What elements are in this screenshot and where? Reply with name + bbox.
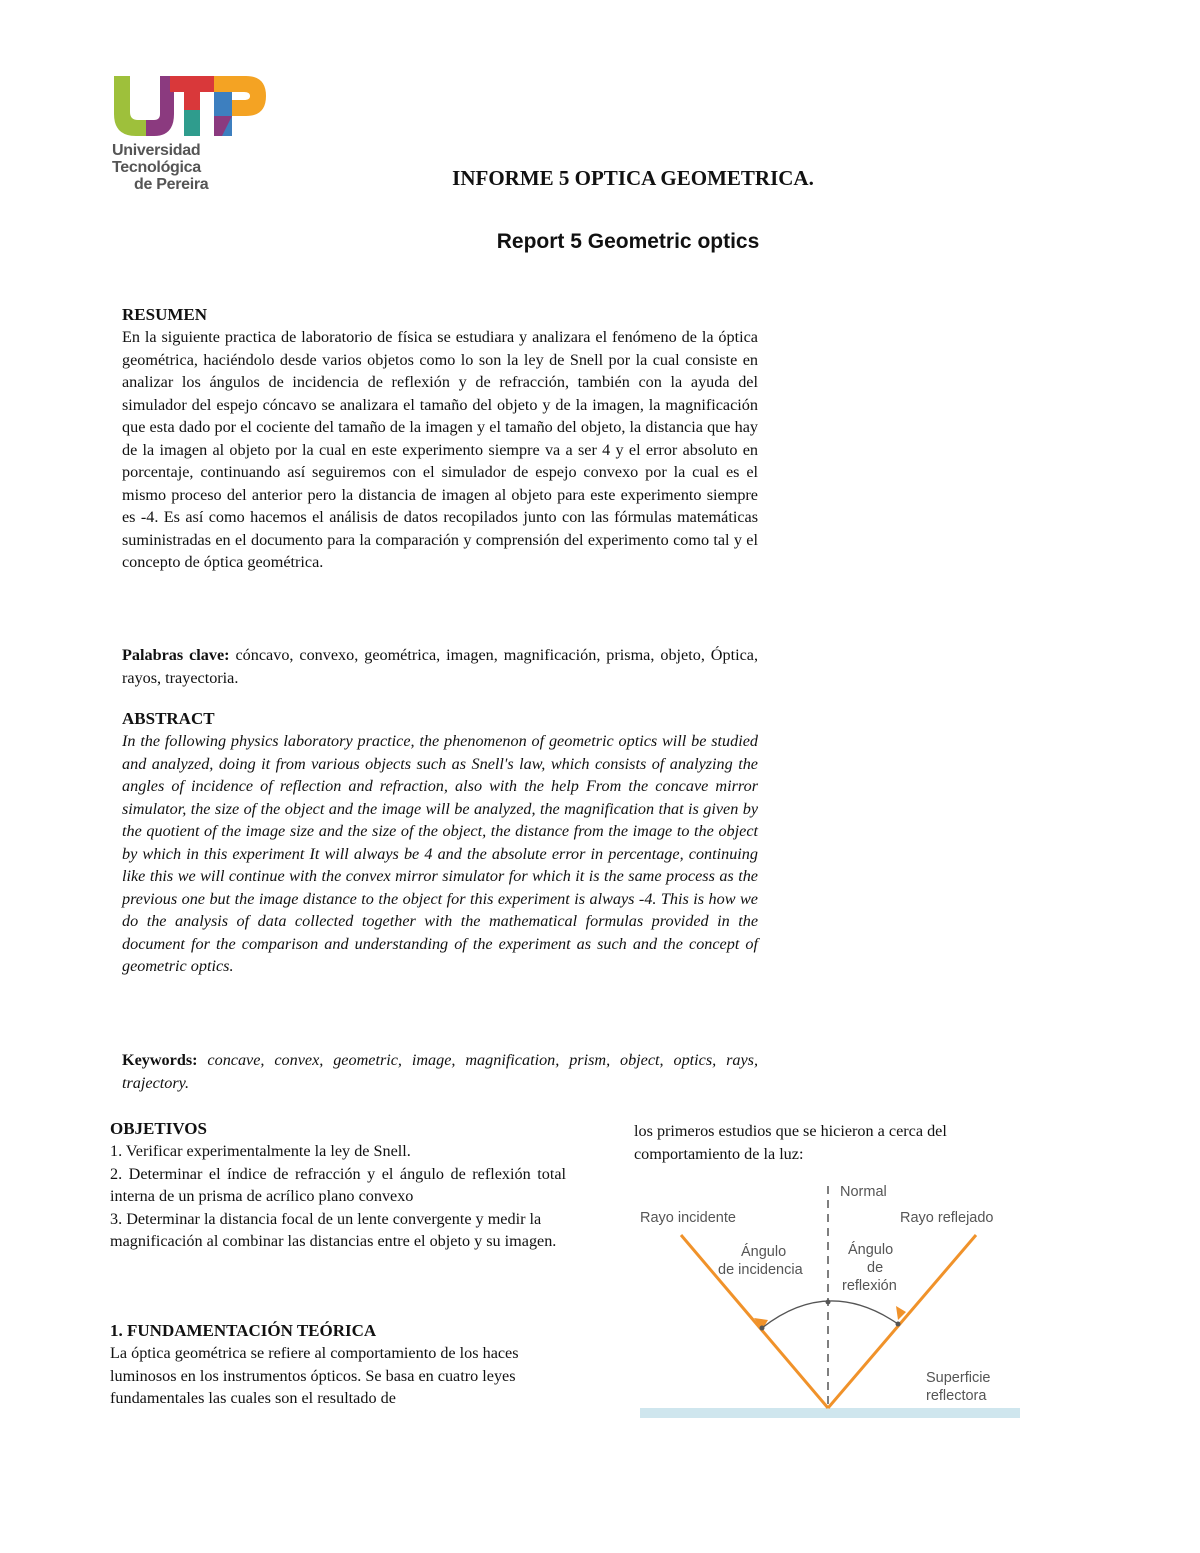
reflection-figure xyxy=(636,1180,1026,1425)
angle-reflection-label-2: de xyxy=(867,1260,884,1276)
abstract-heading: ABSTRACT xyxy=(122,709,215,728)
objetivos-heading: OBJETIVOS xyxy=(110,1119,207,1138)
resumen-heading: RESUMEN xyxy=(122,305,208,324)
right-column xyxy=(634,1120,1024,1165)
incident-ray-label: Rayo incidente xyxy=(640,1210,736,1226)
arc-endpoint xyxy=(896,1322,901,1327)
angle-arc xyxy=(762,1301,898,1328)
document-title: INFORME 5 OPTICA GEOMETRICA. xyxy=(452,166,814,190)
angle-reflection-label-1: Ángulo xyxy=(848,1242,894,1258)
reflective-surface xyxy=(640,1408,1020,1418)
keywords-es-section xyxy=(122,644,758,689)
keywords-en-label: Keywords: xyxy=(122,1051,198,1069)
document-subtitle: Report 5 Geometric optics xyxy=(496,230,760,253)
fundamentacion-text: La óptica geométrica se refiere al comportamiento de los haces luminosos en los instrumentos ópticos. Se basa en cuatro leyes fundamentales las cuales son el resultado de xyxy=(110,1344,519,1407)
objetivo-number: 1 xyxy=(110,1142,119,1160)
angle-incidence-label-1: Ángulo xyxy=(741,1244,787,1260)
fundamentacion-heading: 1. FUNDAMENTACIÓN TEÓRICA xyxy=(110,1321,377,1340)
angle-reflection-label-3: reflexión xyxy=(842,1278,897,1294)
objetivo-item xyxy=(110,1140,566,1163)
objetivo-number: 3 xyxy=(110,1209,119,1228)
objetivo-item xyxy=(110,1208,566,1253)
keywords-en-text: concave, convex, geometric, image, magnification, prism, object, optics, rays, trajectory. xyxy=(122,1051,758,1092)
abstract-text: In the following physics laboratory practice, the phenomenon of geometric optics will be studied and analyzed, doing it from various objects such as Snell's law, which consists of analyzing the angles of incidence of reflection and refraction, also with the help From the concave mirror simulator, the size of the object and the image will be analyzed, the magnification that is given by the quotient of the image size and the size of the object, the distance from the image to the object by which in this experiment It will always be 4 and the absolute error in percentage, continuing like this we will continue with the convex mirror simulator for which it is the same process as the previous one but the image distance to the object for this experiment is always -4. This is how we do the analysis of data collected together with the mathematical formulas provided in the document for the comparison and understanding of the experiment as such and the concept of geometric optics. xyxy=(122,732,758,975)
resumen-text: En la siguiente practica de laboratorio de física se estudiara y analizara el fenómeno de la óptica geométrica, haciéndolo desde varios objetos como lo son la ley de Snell por la cual consiste en analizar los ángulos de incidencia de reflexión y de refracción, también con la ayuda del simulador del espejo cóncavo se analizara el tamaño del objeto y de la imagen, la magnificación que esta dado por el cociente del tamaño de la imagen y el tamaño del objeto, la distancia que hay de la imagen al objeto por la cual en este experimento siempre va a ser 4 y el error absoluto en porcentaje, continuando así seguiremos con el simulador de espejo convexo por la cual es el mismo proceso del anterior pero la distancia de imagen al objeto para este experimento siempre es -4. Es así como hacemos el análisis de datos recopilados junto con las fórmulas matemáticas suministradas en el documento para la comparación y comprensión del experimento como tal y el concepto de óptica geométrica. xyxy=(122,328,758,571)
objetivo-text: . Determinar el índice de refracción y el ángulo de reflexión total interna de un prisma de acrílico plano convexo xyxy=(110,1164,566,1205)
normal-label: Normal xyxy=(840,1184,887,1200)
objetivo-number: 2 xyxy=(110,1164,119,1183)
surface-label-1: Superficie xyxy=(926,1370,991,1386)
utp-logo-mark xyxy=(110,70,270,140)
objetivo-text: . Verificar experimentalmente la ley de Snell. xyxy=(118,1142,411,1160)
keywords-en-section xyxy=(122,1049,758,1094)
logo-line-1: Universidad Tecnológica xyxy=(112,142,201,176)
arc-endpoint xyxy=(760,1326,765,1331)
arc-midpoint xyxy=(826,1300,831,1305)
objetivos-section xyxy=(110,1118,566,1253)
resumen-section xyxy=(122,304,758,574)
reflected-ray-label: Rayo reflejado xyxy=(900,1210,994,1226)
surface-label-2: reflectora xyxy=(926,1388,987,1404)
right-column-text: los primeros estudios que se hicieron a cerca del comportamiento de la luz: xyxy=(634,1122,947,1163)
fundamentacion-section xyxy=(110,1320,566,1410)
angle-incidence-label-2: de incidencia xyxy=(718,1262,803,1278)
logo-line-2: de Pereira xyxy=(134,176,209,193)
objetivo-item xyxy=(110,1163,566,1208)
keywords-es-label: Palabras clave: xyxy=(122,646,230,664)
utp-logo xyxy=(110,70,270,193)
abstract-section xyxy=(122,708,758,978)
keywords-es-text: cóncavo, convexo, geométrica, imagen, magnificación, prisma, objeto, Óptica, rayos, trayectoria. xyxy=(122,646,758,687)
objetivo-text: . Determinar la distancia focal de un lente convergente y medir la magnificación al combinar las distancias entre el objeto y su imagen. xyxy=(110,1209,557,1250)
